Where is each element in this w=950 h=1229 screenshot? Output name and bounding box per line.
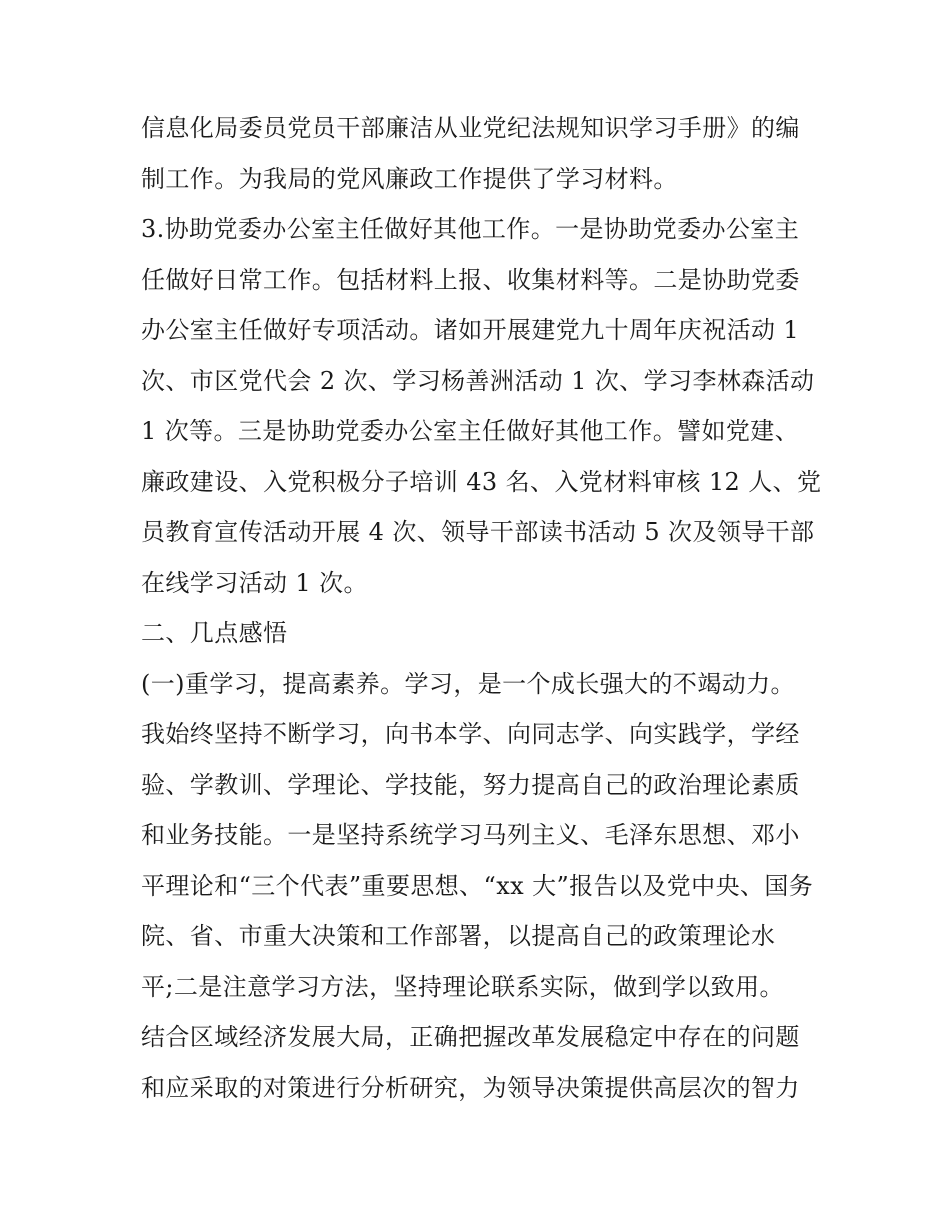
text-line: 和应采取的对策进行分析研究，为领导决策提供高层次的智力 bbox=[141, 1073, 800, 1102]
text-line: 员教育宣传活动开展 4 次、领导干部读书活动 5 次及领导干部 bbox=[141, 518, 815, 546]
text-line: 廉政建设、入党积极分子培训 43 名、入党材料审核 12 人、党 bbox=[141, 467, 822, 496]
text-line: 任做好日常工作。包括材料上报、收集材料等。二是协助党委 bbox=[141, 265, 800, 294]
text-line: 验、学教训、学理论、学技能，努力提高自己的政治理论素质 bbox=[141, 770, 800, 799]
text-line: 结合区域经济发展大局，正确把握改革发展稳定中存在的问题 bbox=[141, 1023, 800, 1051]
text-line: 在线学习活动 1 次。 bbox=[141, 568, 368, 597]
text-line: 平;二是注意学习方法，坚持理论联系实际，做到学以致用。 bbox=[141, 972, 784, 1001]
section-heading: 二、几点感悟 bbox=[141, 619, 288, 647]
text-line: 信息化局委员党员干部廉洁从业党纪法规知识学习手册》的编 bbox=[141, 114, 800, 142]
text-line: 次、市区党代会 2 次、学习杨善洲活动 1 次、学习李林森活动 bbox=[141, 366, 815, 395]
text-line: 办公室主任做好专项活动。诸如开展建党九十周年庆祝活动 1 bbox=[141, 316, 800, 344]
text-line: (一)重学习，提高素养。学习，是一个成长强大的不竭动力。 bbox=[141, 669, 795, 698]
text-line: 3.协助党委办公室主任做好其他工作。一是协助党委办公室主 bbox=[141, 215, 800, 243]
text-line: 院、省、市重大决策和工作部署，以提高自己的政策理论水 bbox=[141, 922, 776, 950]
text-line: 1 次等。三是协助党委办公室主任做好其他工作。譬如党建、 bbox=[141, 417, 800, 445]
document-body bbox=[141, 103, 821, 1113]
text-line: 和业务技能。一是坚持系统学习马列主义、毛泽东思想、邓小 bbox=[141, 821, 800, 849]
text-line: 我始终坚持不断学习，向书本学、向同志学、向实践学，学经 bbox=[141, 720, 800, 748]
text-line: 制工作。为我局的党风廉政工作提供了学习材料。 bbox=[141, 164, 678, 193]
text-line: 平理论和“三个代表”重要思想、“xx 大”报告以及党中央、国务 bbox=[141, 871, 814, 900]
